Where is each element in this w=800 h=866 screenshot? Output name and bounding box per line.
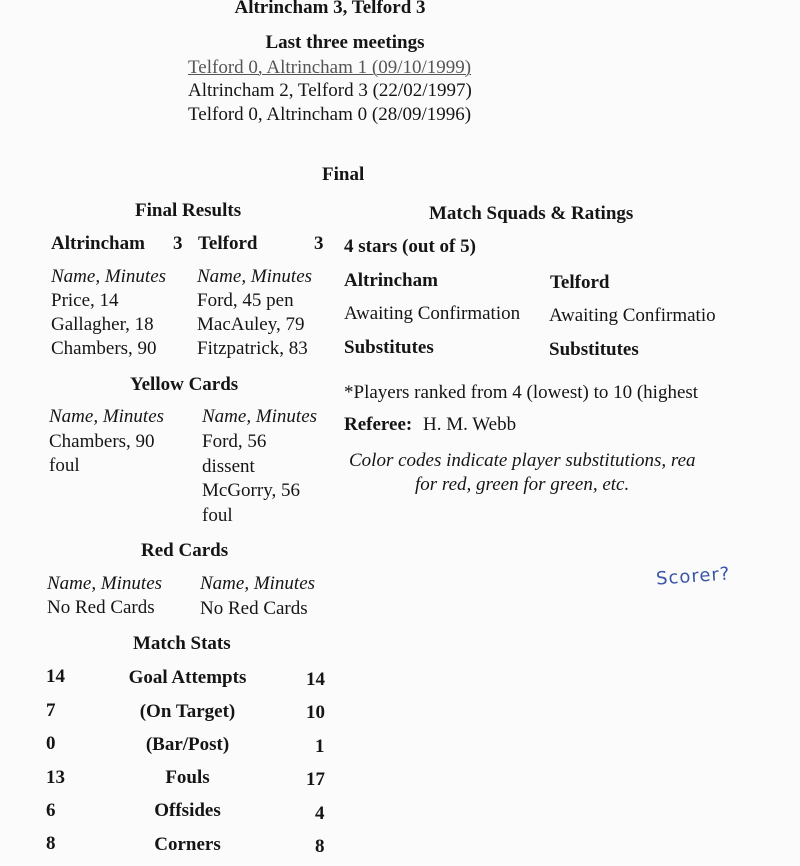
- stat-label: Goal Attempts: [128, 667, 247, 688]
- home-red-entry: No Red Cards: [47, 597, 155, 618]
- away-scorer: Fitzpatrick, 83: [197, 338, 308, 359]
- color-code-note: Color codes indicate player substitutions, rea: [349, 450, 696, 471]
- squad-home-team: Altrincham: [344, 270, 438, 291]
- stat-away-value: 4: [315, 803, 325, 824]
- away-substitutes-label: Substitutes: [549, 339, 639, 360]
- away-team-score: 3: [314, 233, 324, 254]
- home-yellow-header: Name, Minutes: [49, 406, 165, 427]
- stat-home-value: 6: [46, 800, 56, 821]
- referee-label: Referee:: [344, 414, 413, 435]
- match-stats-heading: Match Stats: [133, 633, 231, 654]
- referee-name: H. M. Webb: [423, 414, 517, 435]
- stat-home-value: 14: [46, 666, 65, 687]
- meeting-3: Telford 0, Altrincham 0 (28/09/1996): [188, 104, 472, 125]
- stat-home-value: 13: [46, 767, 65, 788]
- home-yellow-entry: Chambers, 90: [49, 431, 155, 452]
- stat-label: (Bar/Post): [145, 734, 230, 755]
- away-team-name: Telford: [198, 233, 258, 254]
- squad-away-team: Telford: [550, 272, 610, 293]
- handwritten-annotation: Scorer?: [655, 563, 732, 590]
- home-yellow-entry: foul: [49, 455, 80, 476]
- meeting-link-1[interactable]: Telford 0, Altrincham 1 (09/10/1999): [188, 57, 472, 78]
- stat-label: Fouls: [165, 767, 210, 788]
- ranking-note: *Players ranked from 4 (lowest) to 10 (highest: [344, 382, 699, 403]
- away-yellow-entry: dissent: [202, 456, 255, 477]
- red-cards-heading: Red Cards: [141, 540, 229, 561]
- stat-home-value: 0: [46, 733, 56, 754]
- stat-label: Corners: [154, 834, 221, 855]
- away-yellow-entry: McGorry, 56: [202, 480, 300, 501]
- squads-heading: Match Squads & Ratings: [429, 203, 634, 224]
- stat-home-value: 7: [46, 700, 56, 721]
- away-red-entry: No Red Cards: [200, 598, 308, 619]
- stat-home-value: 8: [46, 833, 56, 854]
- away-scorer: Ford, 45 pen: [197, 290, 294, 311]
- squad-home-status: Awaiting Confirmation: [344, 303, 521, 324]
- meetings-heading: Last three meetings: [265, 32, 425, 53]
- away-yellow-header: Name, Minutes: [202, 406, 318, 427]
- stat-away-value: 14: [306, 669, 325, 690]
- home-team-name: Altrincham: [51, 233, 145, 254]
- match-title: Altrincham 3, Telford 3: [234, 0, 426, 18]
- away-red-header: Name, Minutes: [200, 573, 316, 594]
- yellow-cards-heading: Yellow Cards: [130, 374, 239, 395]
- home-scorers-header: Name, Minutes: [51, 266, 167, 287]
- home-team-score: 3: [173, 233, 183, 254]
- home-scorer: Chambers, 90: [51, 338, 157, 359]
- stat-label: Offsides: [154, 800, 221, 821]
- stat-away-value: 10: [306, 702, 325, 723]
- home-scorer: Price, 14: [51, 290, 119, 311]
- stat-label: (On Target): [139, 701, 236, 722]
- color-code-note-cont: for red, green for green, etc.: [415, 474, 630, 495]
- final-results-heading: Final Results: [135, 200, 242, 221]
- away-scorer: MacAuley, 79: [197, 314, 305, 335]
- away-scorers-header: Name, Minutes: [197, 266, 313, 287]
- stat-away-value: 1: [315, 736, 325, 757]
- match-status: Final: [322, 164, 365, 185]
- away-yellow-entry: foul: [202, 505, 233, 526]
- match-rating: 4 stars (out of 5): [344, 236, 476, 257]
- stat-away-value: 8: [315, 836, 325, 857]
- away-yellow-entry: Ford, 56: [202, 431, 267, 452]
- meeting-2: Altrincham 2, Telford 3 (22/02/1997): [188, 80, 472, 101]
- stat-away-value: 17: [306, 769, 325, 790]
- squad-away-status: Awaiting Confirmatio: [549, 305, 716, 326]
- home-red-header: Name, Minutes: [47, 573, 163, 594]
- home-scorer: Gallagher, 18: [51, 314, 154, 335]
- home-substitutes-label: Substitutes: [344, 337, 434, 358]
